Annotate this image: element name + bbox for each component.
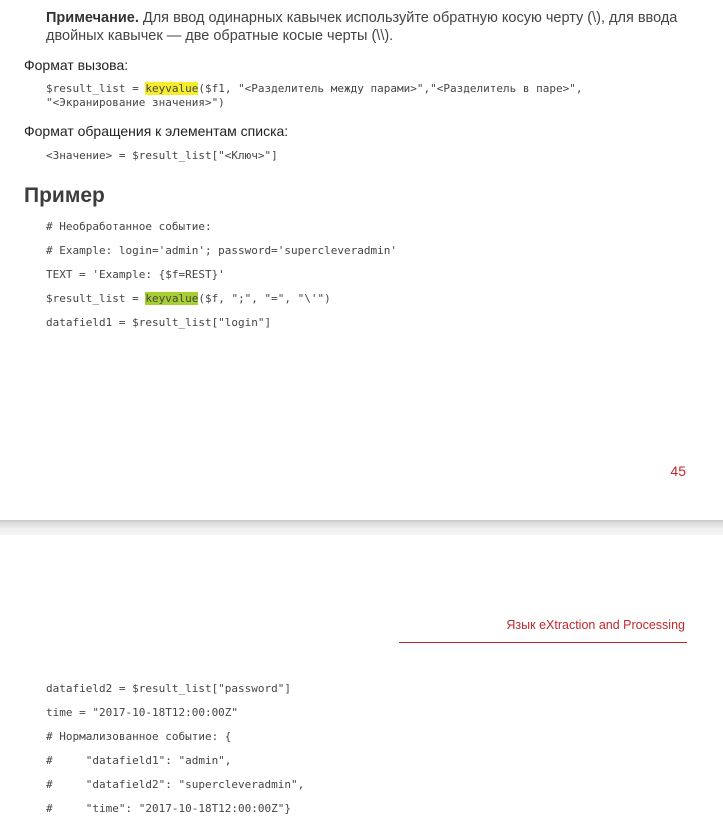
keyvalue-highlight: keyvalue	[145, 82, 199, 95]
code-line-6: # "time": "2017-10-18T12:00:00Z"}	[46, 802, 292, 815]
call-format-label: Формат вызова:	[24, 57, 129, 73]
code-text: $result_list =	[46, 82, 146, 95]
code-line-5: # "datafield2": "supercleveradmin",	[46, 778, 305, 791]
document-page-46	[0, 535, 723, 832]
example-line-3: TEXT = 'Example: {$f=REST}'	[46, 268, 225, 281]
code-line-4: # "datafield1": "admin",	[46, 754, 232, 767]
example-line-4	[46, 292, 331, 306]
code-text: ($f1, "<Разделитель между парами>","<Разделитель в паре>",	[198, 82, 583, 95]
page-number: 45	[670, 463, 686, 479]
code-text: $result_list =	[46, 292, 146, 305]
example-line-1: # Необработанное событие:	[46, 220, 212, 233]
access-format-label: Формат обращения к элементам списка:	[24, 123, 289, 139]
header-rule	[399, 642, 687, 643]
example-heading: Пример	[24, 184, 105, 207]
code-line-1: datafield2 = $result_list["password"]	[46, 682, 292, 695]
page-separator	[0, 520, 723, 535]
example-line-5: datafield1 = $result_list["login"]	[46, 316, 272, 329]
note-text: Для ввод одинарных кавычек используйте обратную косую черту (\), для ввода двойных кавычек — две обратные косые черты (\\).	[46, 10, 678, 44]
note-label: Примечание.	[46, 10, 139, 26]
code-text: "<Экранирование значения>")	[46, 96, 225, 109]
running-header: Язык eXtraction and Processing	[506, 618, 685, 632]
keyvalue-highlight: keyvalue	[145, 292, 199, 305]
call-format-code	[46, 82, 582, 110]
code-line-2: time = "2017-10-18T12:00:00Z"	[46, 706, 239, 719]
code-line-3: # Нормализованное событие: {	[46, 730, 232, 743]
example-line-2: # Example: login='admin'; password='supercleveradmin'	[46, 244, 397, 257]
access-format-code: <Значение> = $result_list["<Ключ>"]	[46, 149, 278, 162]
note-paragraph	[46, 9, 686, 45]
code-text: ($f, ";", "=", "\'")	[198, 292, 331, 305]
